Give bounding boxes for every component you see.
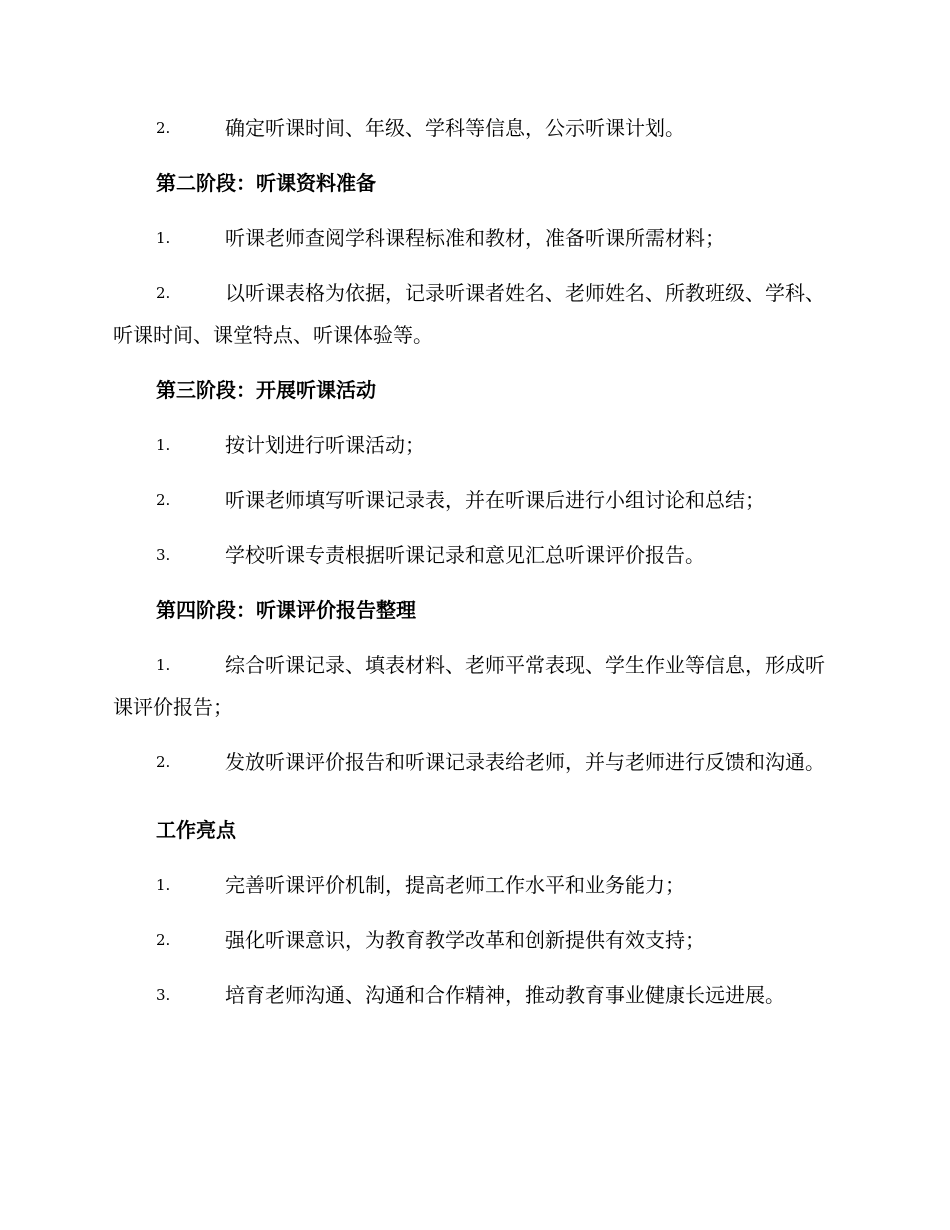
list-item bbox=[113, 479, 835, 521]
list-number: 2. bbox=[156, 753, 171, 771]
section-heading-stage-4: 第四阶段：听课评价报告整理 bbox=[156, 598, 416, 622]
list-item bbox=[113, 107, 835, 149]
list-number: 1. bbox=[156, 436, 171, 454]
list-text: 听课老师查阅学科课程标准和教材，准备听课所需材料； bbox=[225, 226, 725, 250]
list-item bbox=[113, 534, 835, 576]
list-text: 学校听课专责根据听课记录和意见汇总听课评价报告。 bbox=[225, 543, 705, 567]
list-text: 听课老师填写听课记录表，并在听课后进行小组讨论和总结； bbox=[225, 488, 765, 512]
list-item bbox=[113, 424, 835, 466]
section-heading-stage-2: 第二阶段：听课资料准备 bbox=[156, 171, 376, 195]
list-text: 强化听课意识，为教育教学改革和创新提供有效支持； bbox=[225, 928, 705, 952]
list-number: 2. bbox=[156, 491, 171, 509]
list-number: 1. bbox=[156, 229, 171, 247]
list-number: 1. bbox=[156, 876, 171, 894]
list-item bbox=[113, 272, 835, 356]
list-text: 培育老师沟通、沟通和合作精神，推动教育事业健康长远进展。 bbox=[225, 983, 785, 1007]
list-item bbox=[113, 741, 835, 783]
list-number: 3. bbox=[156, 546, 171, 564]
list-number: 2. bbox=[156, 931, 171, 949]
list-text: 确定听课时间、年级、学科等信息，公示听课计划。 bbox=[225, 116, 685, 140]
section-heading-highlights: 工作亮点 bbox=[156, 818, 236, 842]
list-text: 发放听课评价报告和听课记录表给老师，并与老师进行反馈和沟通。 bbox=[225, 750, 825, 774]
list-item bbox=[113, 864, 835, 906]
list-text: 按计划进行听课活动； bbox=[225, 433, 425, 457]
list-item bbox=[113, 644, 835, 728]
list-number: 2. bbox=[156, 284, 171, 302]
list-text: 以听课表格为依据，记录听课者姓名、老师姓名、所教班级、学科、听课时间、课堂特点、听课体验等。 bbox=[113, 281, 825, 347]
document-page bbox=[113, 107, 835, 1029]
list-item bbox=[113, 974, 835, 1016]
list-number: 1. bbox=[156, 656, 171, 674]
list-text: 综合听课记录、填表材料、老师平常表现、学生作业等信息，形成听课评价报告； bbox=[113, 653, 825, 719]
list-number: 3. bbox=[156, 986, 171, 1004]
list-item bbox=[113, 919, 835, 961]
list-number: 2. bbox=[156, 119, 171, 137]
list-text: 完善听课评价机制，提高老师工作水平和业务能力； bbox=[225, 873, 685, 897]
section-heading-stage-3: 第三阶段：开展听课活动 bbox=[156, 378, 376, 402]
list-item bbox=[113, 217, 835, 259]
